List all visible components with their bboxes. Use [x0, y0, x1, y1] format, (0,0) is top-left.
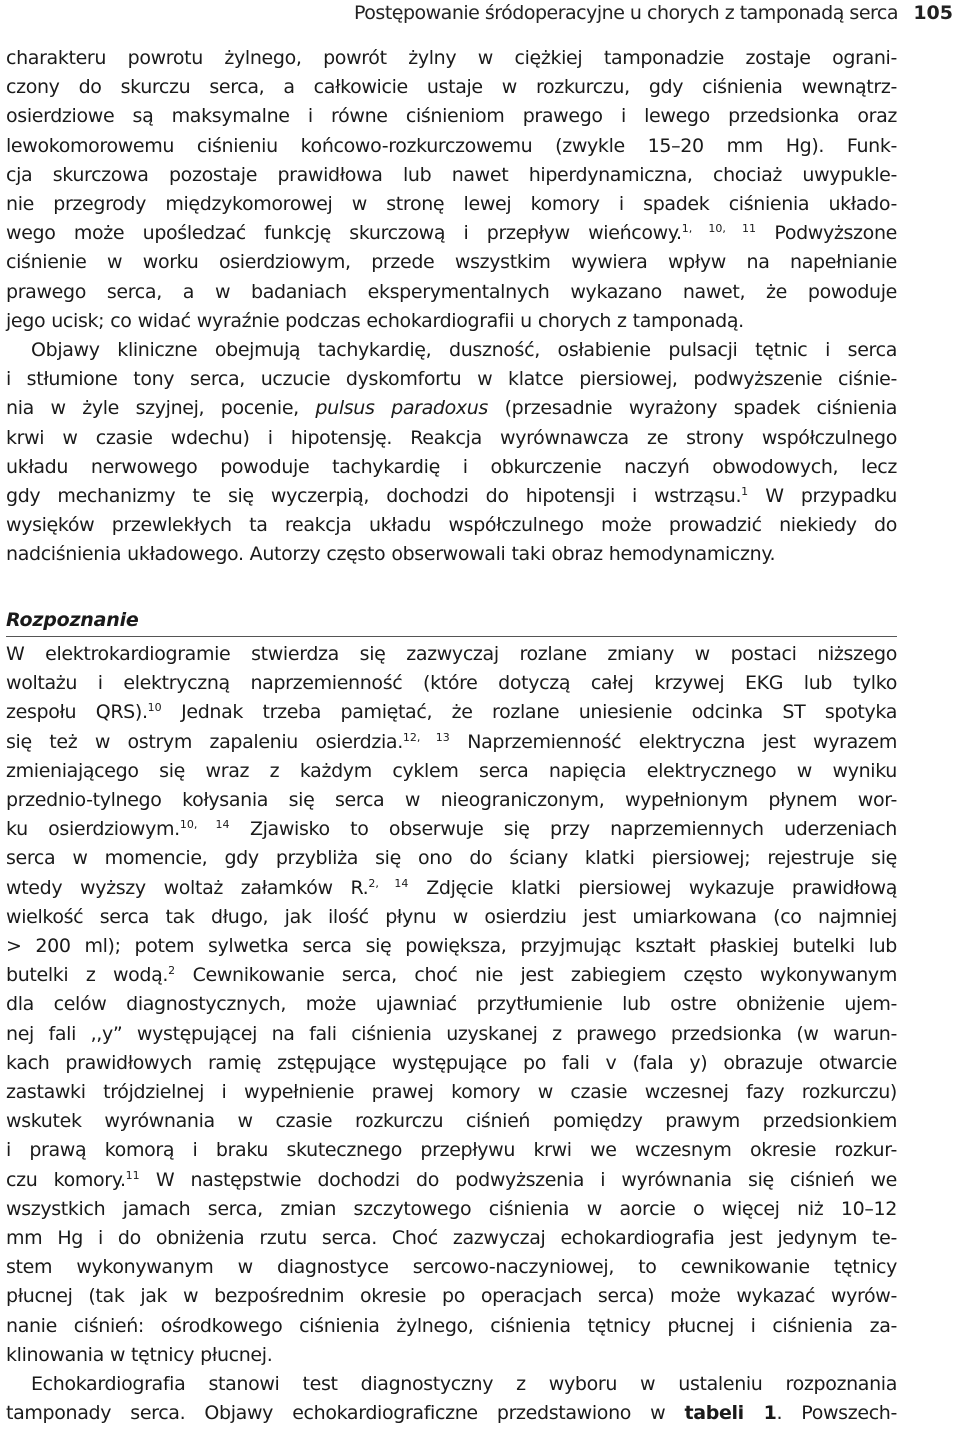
- text-span: Cewnikowanie serca, choć nie jest zabiegiem często wykonywanym: [175, 964, 897, 987]
- text-line: Echokardiografia stanowi test diagnostyczny z wyboru w ustaleniu rozpoznania: [31, 1373, 897, 1396]
- text-line: [6, 1166, 897, 1195]
- citation-superscript: 10: [147, 701, 162, 715]
- text-line: cja skurczowa pozostaje prawidłowa lub nawet hiperdynamiczna, chociaż uwypukle-: [6, 163, 897, 186]
- text-span: ku osierdziowym.: [6, 818, 180, 841]
- text-span: Jednak trzeba pamiętać, że rozlane uniesienie odcinka ST spotyka: [161, 701, 897, 724]
- text-span: butelki z wodą.: [6, 964, 169, 987]
- text-span: . Powszech-: [776, 1402, 897, 1425]
- text-line: układu nerwowego powoduje tachykardię i obkurczenie naczyń obwodowych, lecz: [6, 455, 897, 478]
- text-line: wysięków przewlekłych ta reakcja układu współczulnego może prowadzić niekiedy do: [6, 514, 897, 537]
- text-span: W przypadku: [748, 485, 897, 508]
- body-text-lower: [6, 640, 897, 1428]
- body-text-upper: [6, 44, 897, 570]
- text-line: lewokomorowemu ciśnieniu końcowo-rozkurczowemu (zwykle 15–20 mm Hg). Funk-: [6, 134, 897, 157]
- text-line: stem wykonywanym w diagnostyce sercowo-naczyniowej, to cewnikowanie tętnicy: [6, 1256, 897, 1279]
- paragraph-4: [6, 1370, 897, 1428]
- citation-superscript: 1: [741, 485, 749, 499]
- text-line: nanie ciśnień: ośrodkowego ciśnienia żylnego, ciśnienia tętnicy płucnej i ciśnienia za-: [6, 1314, 897, 1337]
- text-line: i prawą komorą i braku skutecznego przepływu krwi we wczesnym okresie rozkur-: [6, 1139, 897, 1162]
- text-line: Objawy kliniczne obejmują tachykardię, duszność, osłabienie pulsacji tętnic i serca: [31, 339, 897, 362]
- text-line: prawego serca, a w badaniach eksperymentalnych wykazano nawet, że powoduje: [6, 280, 897, 303]
- text-line: wszystkich jamach serca, zmian szczytowego ciśnienia w aorcie o więcej niż 10–12: [6, 1197, 897, 1220]
- running-header: [0, 2, 960, 30]
- text-span: Zjawisko to obserwuje się przy naprzemiennych uderzeniach: [229, 818, 897, 841]
- text-span: wego może upośledzać funkcję skurczową i przepływ wieńcowy.: [6, 222, 682, 245]
- running-title: Postępowanie śródoperacyjne u chorych z tamponadą serca: [354, 2, 898, 24]
- citation-superscript: 10, 14: [179, 818, 230, 832]
- text-span: W następstwie dochodzi do podwyższenia i wyrównania się ciśnień we: [139, 1168, 897, 1191]
- text-line: nadciśnienia układowego. Autorzy często obserwowali taki obraz hemodynamiczny.: [6, 543, 776, 566]
- citation-superscript: 1, 10, 11: [681, 222, 757, 236]
- text-line: > 200 ml); potem sylwetka serca się powiększa, przyjmując kształt płaskiej butelki lub: [6, 935, 897, 958]
- italic-term: pulsus paradoxus: [315, 397, 488, 420]
- text-line: i stłumione tony serca, uczucie dyskomfortu w klatce piersiowej, podwyższenie ciśnie-: [6, 368, 897, 391]
- text-span: czu komory.: [6, 1168, 126, 1191]
- text-line: krwi w czasie wdechu) i hipotensję. Reakcja wyrównawcza ze strony współczulnego: [6, 426, 897, 449]
- text-line: kach prawidłowych ramię zstępujące występujące po fali v (fala y) obrazuje otwarcie: [6, 1051, 897, 1074]
- paragraph-1: [6, 44, 897, 336]
- text-line: zmieniającego się wraz z każdym cyklem serca napięcia elektrycznego w wyniku: [6, 759, 897, 782]
- text-span: gdy mechanizmy te się wyczerpią, dochodzi do hipotensji i wstrząsu.: [6, 485, 742, 508]
- paragraph-3: [6, 640, 897, 1370]
- text-line: przednio-tylnego kołysania się serca w nieograniczonym, wypełnionym płynem wor-: [6, 789, 897, 812]
- section-heading: [6, 600, 897, 637]
- text-line: osierdziowe są maksymalne i równe ciśnieniom prawego i lewego przedsionka oraz: [6, 105, 897, 128]
- text-line: [6, 394, 897, 423]
- text-line: czony do skurczu serca, a całkowicie ustaje w rozkurczu, gdy ciśnienia wewnątrz-: [6, 76, 897, 99]
- text-line: [6, 874, 897, 903]
- text-line: jego ucisk; co widać wyraźnie podczas echokardiografii u chorych z tamponadą.: [6, 309, 744, 332]
- text-line: W elektrokardiogramie stwierdza się zazwyczaj rozlane zmiany w postaci niższego: [6, 643, 897, 665]
- text-line: dla celów diagnostycznych, może ujawniać przytłumienie lub ostre obniżenie ujem-: [6, 993, 897, 1016]
- text-line: mm Hg i do obniżenia rzutu serca. Choć zazwyczaj echokardiografia jest jedynym te-: [6, 1227, 897, 1250]
- text-span: (przesadnie wyrażony spadek ciśnienia: [488, 397, 897, 420]
- text-span: się też w ostrym zapaleniu osierdzia.: [6, 730, 403, 753]
- text-span: tamponady serca. Objawy echokardiograficzne przedstawiono w: [6, 1402, 685, 1425]
- citation-superscript: 11: [125, 1168, 140, 1182]
- table-reference: tabeli 1: [684, 1402, 777, 1425]
- text-line: nej fali ,,y” występującej na fali ciśnienia uzyskanej z prawego przedsionka (w warun-: [6, 1022, 897, 1045]
- text-line: wielkość serca tak długo, jak ilość płynu w osierdziu jest umiarkowana (co najmniej: [6, 905, 897, 928]
- text-line: wskutek wyrównania w czasie rozkurczu ciśnień pomiędzy prawym przedsionkiem: [6, 1110, 897, 1133]
- text-span: Zdjęcie klatki piersiowej wykazuje prawidłową: [408, 876, 897, 899]
- text-span: Podwyższone: [756, 222, 897, 245]
- text-span: wtedy wyższy woltaż załamków R.: [6, 876, 369, 899]
- text-line: płucnej (tak jak w bezpośrednim okresie po operacjach serca) może wykazać wyrów-: [6, 1285, 897, 1308]
- text-span: nia w żyle szyjnej, pocenie,: [6, 397, 316, 420]
- text-line: ciśnienie w worku osierdziowym, przede wszystkim wywiera wpływ na napełnianie: [6, 251, 897, 274]
- text-line: nie przegrody międzykomorowej w stronę lewej komory i spadek ciśnienia układo-: [6, 193, 897, 216]
- citation-superscript: 2, 14: [368, 876, 409, 890]
- paragraph-2: [6, 336, 897, 570]
- text-span: Naprzemienność elektryczna jest wyrazem: [449, 730, 897, 753]
- citation-superscript: 2: [168, 964, 176, 978]
- text-line: [6, 219, 897, 248]
- text-line: klinowania w tętnicy płucnej.: [6, 1343, 273, 1366]
- page-number: 105: [913, 2, 953, 24]
- section-heading-text: Rozpoznanie: [6, 609, 139, 631]
- text-line: [6, 698, 897, 727]
- text-line: [6, 1399, 897, 1428]
- text-line: zastawki trójdzielnej i wypełnienie prawej komory w czasie wczesnej fazy rozkurczu): [6, 1081, 897, 1104]
- text-line: woltażu i elektryczną naprzemienność (które dotyczą całej krzywej EKG lub tylko: [6, 672, 897, 695]
- text-line: charakteru powrotu żylnego, powrót żylny w ciężkiej tamponadzie zostaje ograni-: [6, 47, 897, 69]
- citation-superscript: 12, 13: [402, 730, 450, 744]
- text-line: [6, 728, 897, 757]
- text-line: [6, 961, 897, 990]
- text-span: zespołu QRS).: [6, 701, 148, 724]
- text-line: [6, 482, 897, 511]
- text-line: [6, 815, 897, 844]
- text-line: serca w momencie, gdy przybliża się ono do ściany klatki piersiowej; rejestruje się: [6, 847, 897, 870]
